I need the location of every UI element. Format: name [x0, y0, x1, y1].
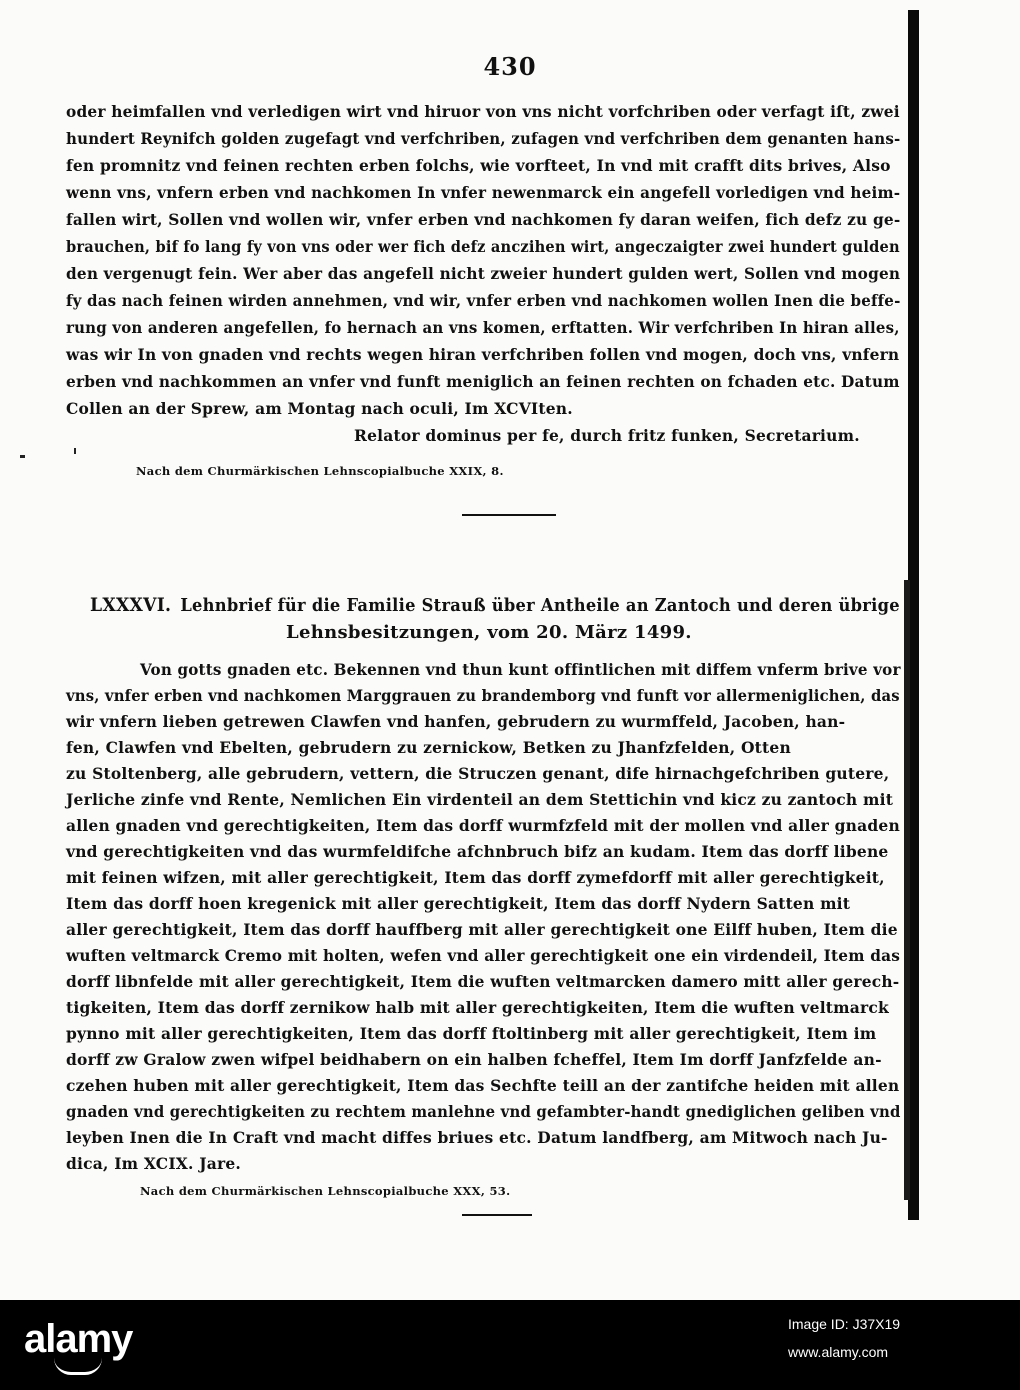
- scan-speck: [20, 455, 25, 458]
- charter-title: Lehnbrief für die Familie Strauß über Antheile an Zantoch und deren übrige: [180, 595, 900, 616]
- text-line: fy das nach feinen wirden annehmen, vnd wir, vnfer erben vnd nachkomen wollen Inen die beffe-: [66, 291, 901, 310]
- text-line: Item das dorff hoen kregenick mit aller gerechtigkeit, Item das dorff Nydern Satten mit: [66, 894, 851, 913]
- text-line: leyben Inen die In Craft vnd macht diffes briues etc. Datum landfberg, am Mitwoch nach Ju-: [66, 1128, 888, 1147]
- text-line: aller gerechtigkeit, Item das dorff hauffberg mit aller gerechtigkeit one Eilff huben, Item die: [66, 920, 898, 939]
- text-line: czehen huben mit aller gerechtigkeit, Item das Sechfte teill an der zantifche heiden mit allen: [66, 1076, 900, 1095]
- text-line: brauchen, bif fo lang fy von vns oder wer fich defz anczihen wirt, angeczaigter zwei hundert gulden: [66, 237, 900, 256]
- text-line: den vergenugt fein. Wer aber das angefell nicht zweier hundert gulden wert, Sollen vnd mogen: [66, 264, 901, 283]
- relator-line: Relator dominus per fe, durch fritz funken, Secretarium.: [354, 426, 860, 445]
- text-line: dorff libnfelde mit aller gerechtigkeit, Item die wuften veltmarcken damero mitt aller gerech-: [66, 972, 900, 991]
- alamy-logo: alamy: [24, 1317, 133, 1361]
- watermark-banner: [0, 1300, 1020, 1390]
- text-line: fen, Clawfen vnd Ebelten, gebrudern zu zernickow, Betken zu Jhanfzfelden, Otten: [66, 738, 791, 757]
- section-divider: [462, 514, 556, 516]
- text-line: dorff zw Gralow zwen wifpel beidhabern on ein halben fcheffel, Item Im dorff Janfzfelde an-: [66, 1050, 882, 1069]
- text-line: was wir In von gnaden vnd rechts wegen hiran verfchriben follen vnd mogen, doch vns, vnfern: [66, 345, 900, 364]
- text-line: Von gotts gnaden etc. Bekennen vnd thun kunt offintlichen mit diffem vnferm brive vor: [140, 660, 901, 679]
- text-line: wenn vns, vnfern erben vnd nachkomen In vnfer newenmarck ein angefell vorledigen vnd heim-: [66, 183, 901, 202]
- text-line: wir vnfern lieben getrewen Clawfen vnd hanfen, gebrudern zu wurmffeld, Jacoben, han-: [66, 712, 846, 731]
- text-line: fallen wirt, Sollen vnd wollen wir, vnfer erben vnd nachkomen fy daran weifen, fich defz zu ge-: [66, 210, 901, 229]
- site-url: www.alamy.com: [788, 1344, 889, 1360]
- text-line: dica, Im XCIX. Jare.: [66, 1154, 242, 1173]
- text-line: allen gnaden vnd gerechtigkeiten, Item das dorff wurmfzfeld mit der mollen vnd aller gnaden: [66, 816, 900, 835]
- source-note-1: Nach dem Churmärkischen Lehnscopialbuche XXIX, 8.: [136, 464, 504, 478]
- text-line: vns, vnfer erben vnd nachkomen Marggrauen zu brandemborg vnd funft vor allermeniglichen, das: [66, 686, 900, 705]
- text-line: pynno mit aller gerechtigkeiten, Item das dorff ftoltinberg mit aller gerechtigkeit, Item im: [66, 1024, 877, 1043]
- text-line: zu Stoltenberg, alle gebrudern, vettern, die Struczen genant, dife hirnachgefchriben gutere,: [66, 764, 890, 783]
- text-line: tigkeiten, Item das dorff zernikow halb mit aller gerechtigkeiten, Item die wuften veltmarck: [66, 998, 889, 1017]
- text-line: hundert Reynifch golden zugefagt vnd verfchriben, zufagen vnd verfchriben dem genanten hans-: [66, 129, 901, 148]
- source-note-2: Nach dem Churmärkischen Lehnscopialbuche XXX, 53.: [140, 1184, 511, 1198]
- charter-heading-line-1: [90, 594, 900, 616]
- charter-heading-line-2: Lehnsbesitzungen, vom 20. März 1499.: [286, 622, 692, 643]
- text-line: Jerliche zinfe vnd Rente, Nemlichen Ein virdenteil an dem Stettichin vnd kicz zu zantoch mit: [66, 790, 894, 809]
- text-line: vnd gerechtigkeiten vnd das wurmfeldifche afchnbruch bifz an kudam. Item das dorff libene: [66, 842, 889, 861]
- end-divider: [462, 1214, 532, 1216]
- text-line: wuften veltmarck Cremo mit holten, wefen vnd aller gerechtigkeit one ein virdendeil, Item das: [66, 946, 901, 965]
- scan-speck: [74, 448, 76, 454]
- page-number: 430: [483, 52, 537, 81]
- text-line: rung von anderen angefellen, fo hernach an vns komen, erftatten. Wir verfchriben In hiran alles,: [66, 318, 900, 337]
- image-id: Image ID: J37X19: [788, 1316, 901, 1332]
- charter-number: LXXXVI.: [90, 594, 172, 616]
- alamy-smile-icon: [54, 1358, 102, 1375]
- text-line: mit feinen wifzen, mit aller gerechtigkeit, Item das dorff zymefdorff mit aller gerechtigkeit,: [66, 868, 885, 887]
- text-line: gnaden vnd gerechtigkeiten zu rechtem manlehne vnd gefambter-handt gnediglichen geliben vnd: [66, 1102, 901, 1121]
- text-line: fen promnitz vnd feinen rechten erben folchs, wie vorfteet, In vnd mit crafft dits brives, Also: [66, 156, 891, 175]
- text-line: oder heimfallen vnd verledigen wirt vnd hiruor von vns nicht vorfchriben oder verfagt iſt, zwei: [66, 102, 900, 121]
- text-line: Collen an der Sprew, am Montag nach oculi, Im XCVIten.: [66, 399, 573, 418]
- text-line: erben vnd nachkommen an vnfer vnd funft meniglich an feinen rechten on fchaden etc. Datum: [66, 372, 900, 391]
- scan-edge-shadow-inner: [904, 580, 910, 1200]
